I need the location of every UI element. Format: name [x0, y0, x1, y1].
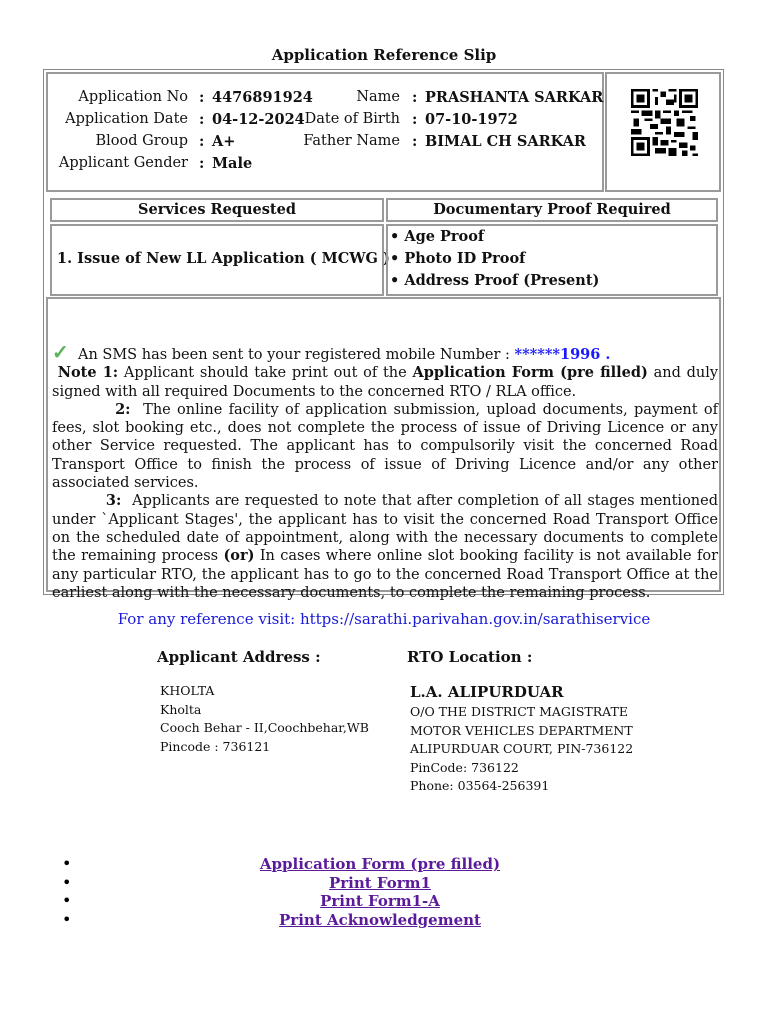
rto-line: MOTOR VEHICLES DEPARTMENT — [410, 722, 633, 738]
note-3-label: 3: — [105, 492, 122, 510]
rto-name: L.A. ALIPURDUAR — [410, 683, 564, 701]
print-links — [60, 855, 700, 929]
services-header-cell — [50, 198, 384, 222]
note-1-label: Note 1: — [57, 364, 119, 382]
colon: : — [199, 133, 205, 150]
link-item — [60, 911, 700, 930]
note-2 — [52, 401, 718, 492]
rto-line: Phone: 03564-256391 — [410, 778, 550, 793]
link-item — [60, 892, 700, 911]
colon: : — [412, 133, 418, 150]
checkmark-icon: ✓ — [52, 340, 69, 364]
proof-item: • Address Proof (Present) — [390, 272, 600, 289]
address-line: Cooch Behar - II,Coochbehar,WB — [160, 720, 369, 735]
page-title: Application Reference Slip — [271, 46, 497, 64]
blood-group-value: A+ — [212, 133, 236, 150]
note-3-text-end: In cases where online slot booking facility is not available for any particular RTO, the applicant has to go to the concerned Road Transport Office at the earliest along with the necessary documents, to complete the remaining process. — [52, 548, 718, 601]
colon: : — [199, 155, 205, 172]
application-no-value: 4476891924 — [212, 89, 313, 106]
services-requested-header: Services Requested — [138, 201, 296, 218]
note-2-label: 2: — [115, 400, 131, 418]
mobile-number: ******1996 . — [514, 346, 611, 363]
blood-group-label: Blood Group — [95, 133, 188, 149]
rto-address — [410, 703, 633, 796]
note-1-form: Application Form (pre filled) — [412, 364, 648, 382]
dob-label: Date of Birth — [304, 111, 400, 127]
proof-header-cell — [386, 198, 718, 222]
address-line: KHOLTA — [160, 683, 215, 698]
link-item — [60, 855, 700, 874]
reference-link[interactable]: For any reference visit: https://sarathi.parivahan.gov.in/sarathiservice — [117, 610, 651, 628]
proof-item: • Photo ID Proof — [390, 250, 526, 267]
application-form-link[interactable]: Application Form (pre filled) — [259, 855, 501, 873]
note-3-or: (or) — [223, 547, 255, 565]
qr-code-icon — [631, 89, 698, 156]
rto-line: PinCode: 736122 — [410, 759, 519, 775]
service-cell — [50, 224, 390, 296]
name-value: PRASHANTA SARKAR — [425, 89, 604, 106]
note-1 — [52, 364, 718, 401]
address-line: Pincode : 736121 — [160, 738, 271, 754]
rto-line: O/O THE DISTRICT MAGISTRATE — [410, 704, 628, 719]
colon: : — [199, 111, 205, 128]
gender-value: Male — [212, 155, 253, 172]
application-no-label: Application No — [78, 89, 188, 105]
rto-line: ALIPURDUAR COURT, PIN-736122 — [410, 741, 634, 756]
note-3-text: Applicants are requested to note that after completion of all stages mentioned under `Applicant Stages', the applicant has to visit the concerned Road Transport Office on the scheduled date of appointment, along with the necessary documents to complete the remaining process — [52, 493, 719, 565]
note-1-text-end: and duly signed with all required Documents to the concerned RTO / RLA office. — [52, 365, 719, 400]
name-label: Name — [356, 89, 400, 105]
note-3 — [52, 492, 718, 602]
father-name-label: Father Name — [303, 133, 400, 149]
colon: : — [199, 89, 205, 106]
application-date-value: 04-12-2024 — [212, 111, 305, 128]
application-date-label: Application Date — [65, 111, 188, 127]
note-2-text: The online facility of application submission, upload documents, payment of fees, slot booking etc., does not complete the process of issue of Driving Licence or any other Service requested. The applicant has to compulsorily visit the concerned Road Transport Office to finish the process of issue of Driving Licence and/or any other associated services. — [52, 401, 719, 492]
rto-location-heading: RTO Location : — [407, 648, 533, 666]
note-1-text: Applicant should take print out of the — [123, 365, 407, 382]
father-name-value: BIMAL CH SARKAR — [425, 133, 586, 150]
gender-label: Applicant Gender — [58, 155, 188, 171]
service-item: 1. Issue of New LL Application ( MCWG ) — [57, 250, 390, 267]
proof-item: • Age Proof — [390, 228, 485, 245]
print-form1a-link[interactable]: Print Form1-A — [320, 892, 440, 910]
applicant-address — [160, 682, 369, 756]
sms-line — [52, 340, 718, 364]
link-item — [60, 874, 700, 893]
notes-text — [52, 340, 719, 602]
documentary-proof-header: Documentary Proof Required — [433, 201, 671, 218]
colon: : — [412, 89, 418, 106]
dob-value: 07-10-1972 — [425, 111, 518, 128]
colon: : — [412, 111, 418, 128]
sms-text: An SMS has been sent to your registered mobile Number : — [77, 347, 510, 363]
applicant-address-heading: Applicant Address : — [157, 648, 321, 666]
print-form1-link[interactable]: Print Form1 — [329, 873, 431, 892]
print-acknowledgement-link[interactable]: Print Acknowledgement — [279, 910, 481, 929]
proof-cell — [386, 224, 718, 296]
address-line: Kholta — [160, 701, 202, 717]
